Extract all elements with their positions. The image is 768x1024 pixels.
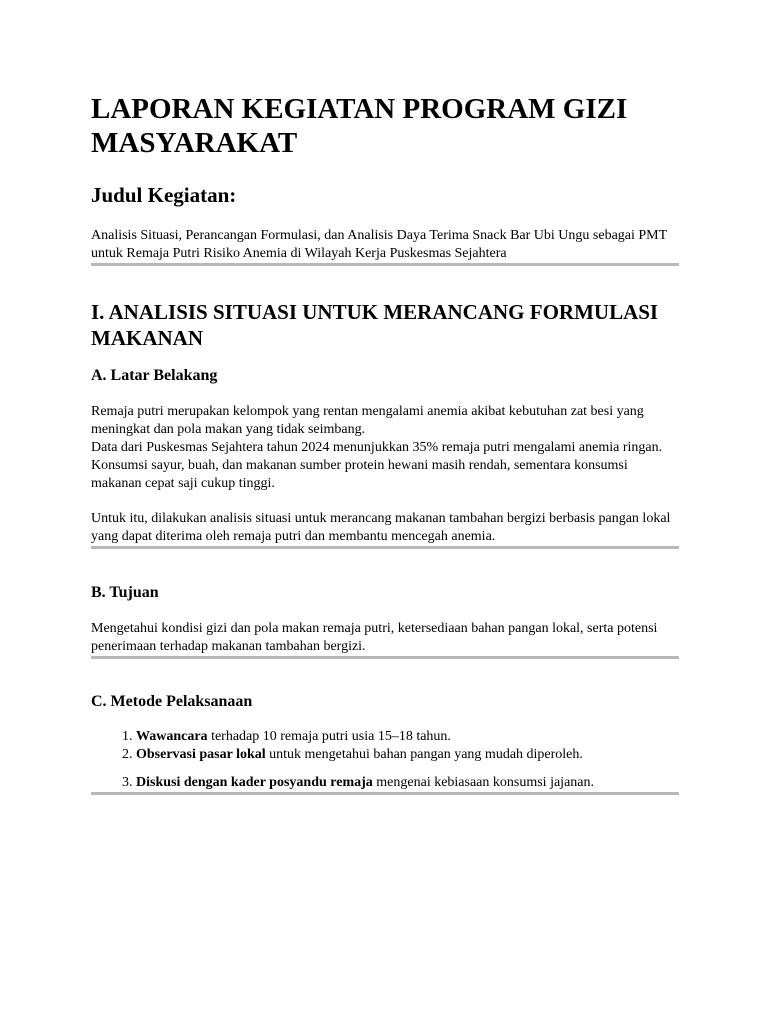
method-list [91, 728, 679, 792]
method-item-bold: Observasi pasar lokal [136, 747, 266, 762]
subheading-metode-pelaksanaan: C. Metode Pelaksanaan [91, 693, 253, 710]
document-page [91, 92, 679, 795]
method-item-text: untuk mengetahui bahan pangan yang mudah diperoleh. [265, 747, 583, 762]
method-list-item [136, 728, 679, 746]
section-divider [91, 546, 679, 549]
latar-belakang-line-1: Remaja putri merupakan kelompok yang rentan mengalami anemia akibat kebutuhan zat besi yang meningkat dan pola makan yang tidak seimbang. [91, 404, 644, 437]
section-divider [91, 656, 679, 659]
section-divider [91, 263, 679, 266]
method-item-bold: Diskusi dengan kader posyandu remaja [136, 775, 373, 790]
method-list-item [136, 746, 679, 764]
subheading-latar-belakang: A. Latar Belakang [91, 367, 218, 384]
subheading-tujuan: B. Tujuan [91, 584, 159, 601]
latar-belakang-line-2: Data dari Puskesmas Sejahtera tahun 2024 menunjukkan 35% remaja putri mengalami anemia ringan. [91, 440, 663, 455]
method-list-item [136, 774, 679, 792]
method-item-text: mengenai kebiasaan konsumsi jajanan. [372, 775, 594, 790]
method-item-text: terhadap 10 remaja putri usia 15–18 tahun. [207, 729, 451, 744]
tujuan-paragraph: Mengetahui kondisi gizi dan pola makan remaja putri, ketersediaan bahan pangan lokal, serta potensi penerimaan terhadap makanan tambahan bergizi. [91, 621, 658, 654]
activity-title-label: Judul Kegiatan: [91, 183, 237, 207]
latar-belakang-paragraph-1 [91, 403, 679, 493]
latar-belakang-paragraph-2: Untuk itu, dilakukan analisis situasi untuk merancang makanan tambahan bergizi berbasis pangan lokal yang dapat diterima oleh remaja putri dan membantu mencegah anemia. [91, 511, 671, 544]
latar-belakang-line-3: Konsumsi sayur, buah, dan makanan sumber protein hewani masih rendah, sementara konsumsi makanan cepat saji cukup tinggi. [91, 458, 628, 491]
method-item-bold: Wawancara [136, 729, 208, 744]
activity-title-text: Analisis Situasi, Perancangan Formulasi, dan Analisis Daya Terima Snack Bar Ubi Ungu sebagai PMT untuk Remaja Putri Risiko Anemia di Wilayah Kerja Puskesmas Sejahtera [91, 228, 667, 261]
section-divider [91, 792, 679, 795]
section-heading-analisis-situasi: I. ANALISIS SITUASI UNTUK MERANCANG FORMULASI MAKANAN [91, 300, 659, 350]
report-title: LAPORAN KEGIATAN PROGRAM GIZI MASYARAKAT [91, 93, 628, 159]
